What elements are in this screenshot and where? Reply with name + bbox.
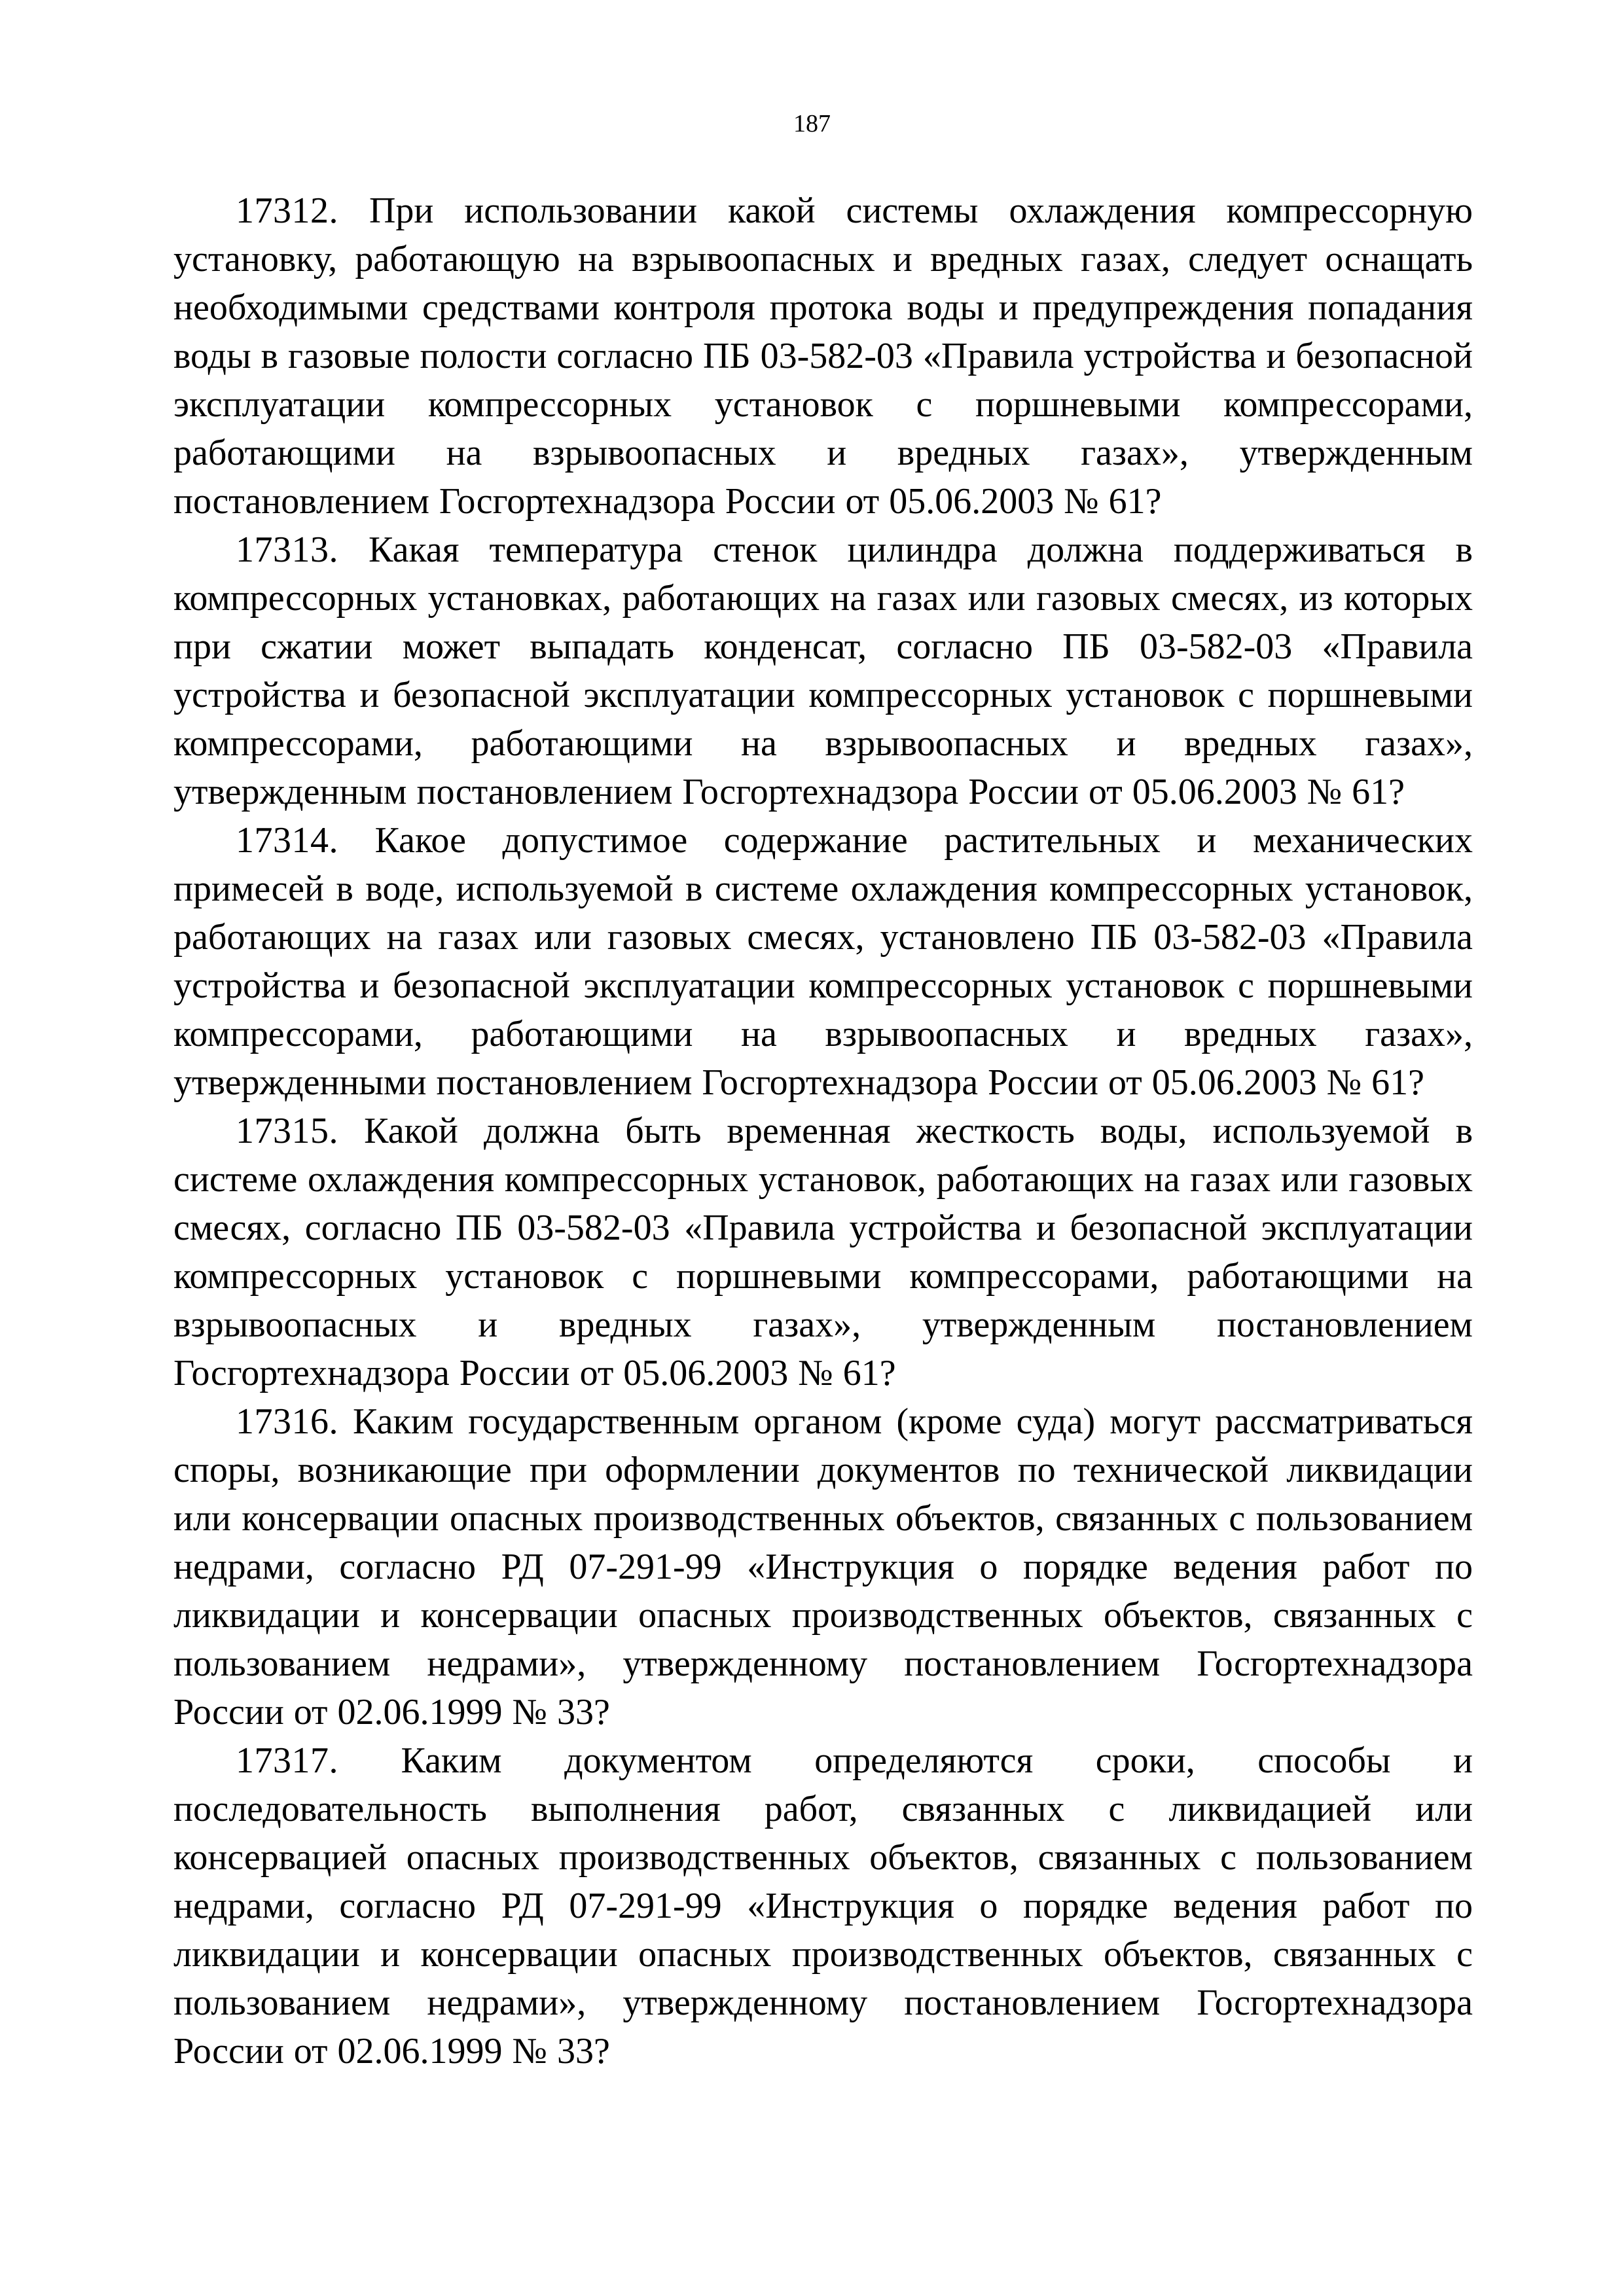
question-text: Каким государственным органом (кроме суда) могут рассматриваться споры, возникающие при оформлении документов по технической ликвидации или консервации опасных производственных объектов, связанных с пользованием недрами, согласно РД 07-291-99 «Инструкция о порядке ведения работ по ликвидации и консервации опасных производственных объектов, связанных с пользованием недрами», утвержденному постановлением Госгортехнадзора России от 02.06.1999 № 33?: [173, 1401, 1473, 1732]
question-number: 17315.: [236, 1111, 338, 1151]
question-text: Какой должна быть временная жесткость воды, используемой в системе охлаждения компрессорных установок, работающих на газах или газовых смесях, согласно ПБ 03-582-03 «Правила устройства и безопасной эксплуатации компрессорных установок с поршневыми компрессорами, работающими на взрывоопасных и вредных газах», утвержденным постановлением Госгортехнадзора России от 05.06.2003 № 61?: [173, 1111, 1473, 1393]
question-number: 17314.: [236, 820, 338, 861]
page-number: 187: [793, 110, 831, 137]
document-body: [173, 187, 1473, 2075]
question-text: Каким документом определяются сроки, способы и последовательность выполнения работ, связанных с ликвидацией или консервацией опасных производственных объектов, связанных с пользованием недрами, согласно РД 07-291-99 «Инструкция о порядке ведения работ по ликвидации и консервации опасных производственных объектов, связанных с пользованием недрами», утвержденному постановлением Госгортехнадзора России от 02.06.1999 № 33?: [173, 1740, 1473, 2072]
question-number: 17317.: [236, 1740, 338, 1781]
question-number: 17313.: [236, 529, 338, 570]
question-number: 17312.: [236, 190, 338, 231]
question-text: Какая температура стенок цилиндра должна поддерживаться в компрессорных установках, работающих на газах или газовых смесях, из которых при сжатии может выпадать конденсат, согласно ПБ 03-582-03 «Правила устройства и безопасной эксплуатации компрессорных установок с поршневыми компрессорами, работающими на взрывоопасных и вредных газах», утвержденным постановлением Госгортехнадзора России от 05.06.2003 № 61?: [173, 529, 1473, 812]
question-17312: [173, 187, 1473, 526]
question-17316: [173, 1397, 1473, 1736]
question-17317: [173, 1736, 1473, 2075]
question-text: Какое допустимое содержание растительных и механических примесей в воде, используемой в системе охлаждения компрессорных установок, работающих на газах или газовых смесях, установлено ПБ 03-582-03 «Правила устройства и безопасной эксплуатации компрессорных установок с поршневыми компрессорами, работающими на взрывоопасных и вредных газах», утвержденными постановлением Госгортехнадзора России от 05.06.2003 № 61?: [173, 820, 1473, 1103]
question-17313: [173, 526, 1473, 816]
question-17315: [173, 1107, 1473, 1397]
question-17314: [173, 816, 1473, 1107]
question-number: 17316.: [236, 1401, 338, 1442]
question-text: При использовании какой системы охлаждения компрессорную установку, работающую на взрывоопасных и вредных газах, следует оснащать необходимыми средствами контроля протока воды и предупреждения попадания воды в газовые полости согласно ПБ 03-582-03 «Правила устройства и безопасной эксплуатации компрессорных установок с поршневыми компрессорами, работающими на взрывоопасных и вредных газах», утвержденным постановлением Госгортехнадзора России от 05.06.2003 № 61?: [173, 190, 1473, 522]
